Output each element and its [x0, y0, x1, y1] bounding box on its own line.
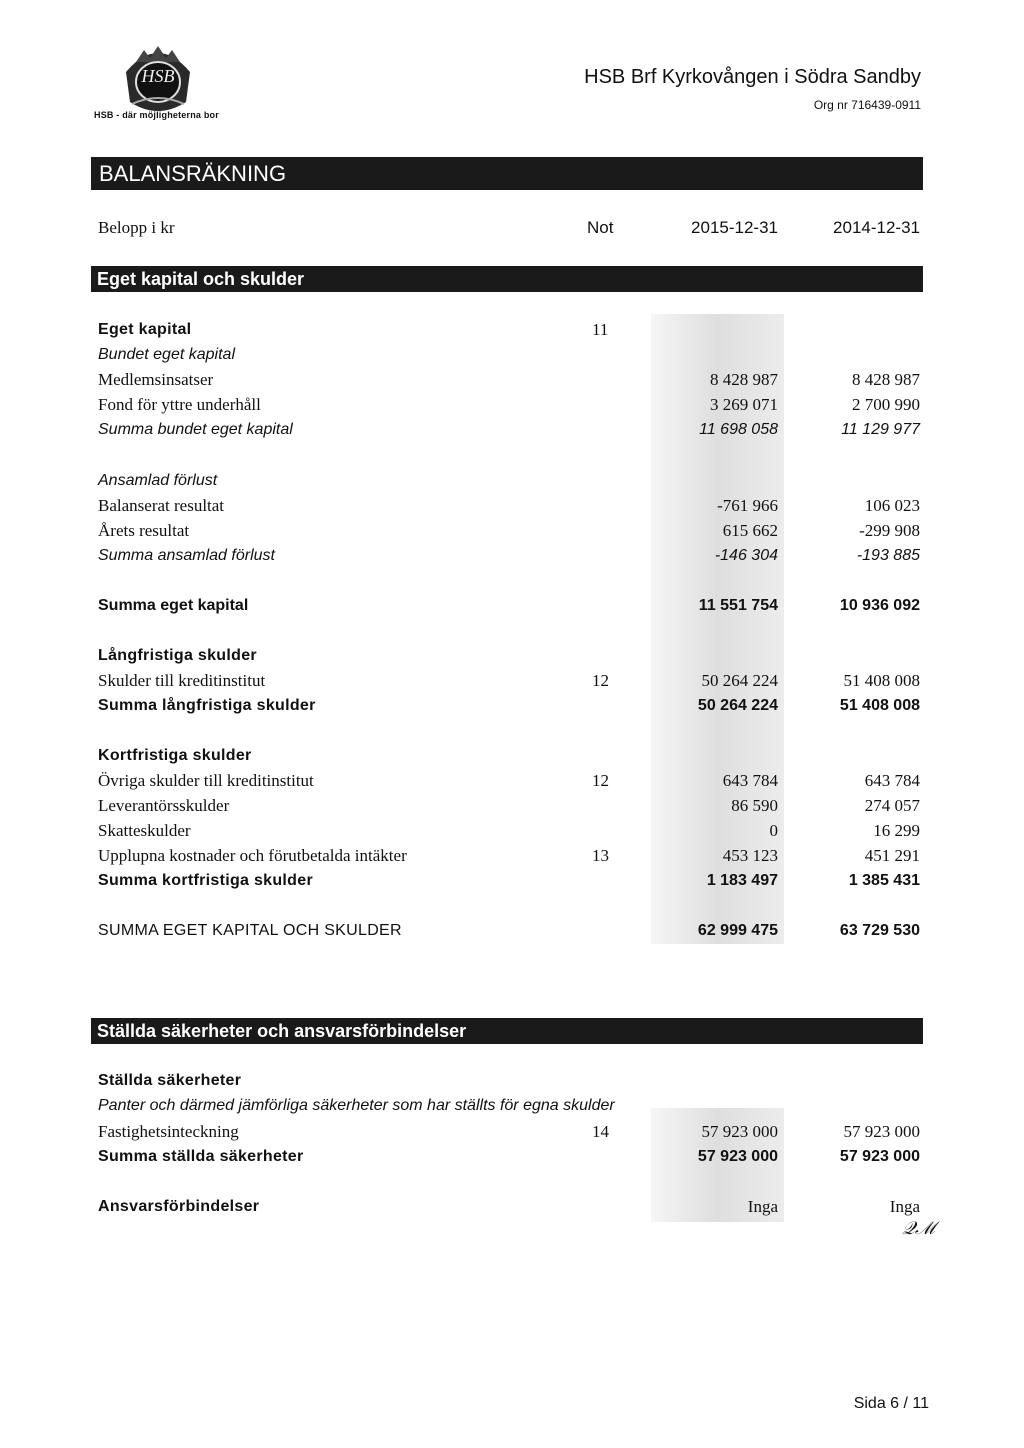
table-row [0, 418, 1024, 442]
table-row [0, 544, 1024, 568]
table-row [0, 469, 1024, 493]
row-value-previous: 106 023 [864, 496, 920, 515]
row-value-previous: 11 129 977 [841, 421, 920, 438]
row-label: Ansamlad förlust [98, 472, 218, 489]
row-label: Skatteskulder [98, 821, 191, 840]
row-label: Ansvarsförbindelser [98, 1198, 260, 1215]
table-row [0, 819, 1024, 843]
row-label: Leverantörsskulder [98, 796, 230, 815]
table-row [0, 694, 1024, 718]
table-row [0, 794, 1024, 818]
page-title: BALANSRÄKNING [91, 157, 923, 190]
row-value-current: 453 123 [722, 846, 778, 865]
table-row [0, 343, 1024, 367]
initials-signature: 𝒬ℳ [902, 1218, 936, 1238]
table-row [0, 1094, 1024, 1118]
row-label: Kortfristiga skulder [98, 747, 252, 764]
row-value-previous: 57 923 000 [843, 1122, 920, 1141]
table-row [0, 393, 1024, 417]
section-securities-title: Ställda säkerheter och ansvarsförbindelser [91, 1018, 923, 1044]
row-label: Summa ansamlad förlust [98, 547, 275, 564]
row-value-previous: -193 885 [856, 547, 920, 564]
row-value-previous: Inga [889, 1197, 920, 1216]
row-value-current: 57 923 000 [701, 1122, 778, 1141]
row-value-previous: 51 408 008 [839, 697, 920, 714]
organization-number: Org nr 716439-0911 [813, 98, 921, 112]
table-row [0, 368, 1024, 392]
table-row [0, 669, 1024, 693]
table-row [0, 318, 1024, 342]
table-row [0, 769, 1024, 793]
section-equity-liabilities-title: Eget kapital och skulder [91, 266, 923, 292]
table-row [0, 594, 1024, 618]
row-label: SUMMA EGET KAPITAL OCH SKULDER [98, 922, 402, 939]
row-value-current: Inga [747, 1197, 778, 1216]
row-label: Summa långfristiga skulder [98, 697, 316, 714]
row-label: Summa bundet eget kapital [98, 421, 293, 438]
row-label: Upplupna kostnader och förutbetalda intäkter [98, 846, 407, 865]
row-label: Medlemsinsatser [98, 370, 214, 389]
row-value-previous: 274 057 [864, 796, 920, 815]
row-label: Eget kapital [98, 321, 192, 338]
row-note: 11 [592, 320, 609, 339]
row-value-previous: 16 299 [873, 821, 920, 840]
row-value-previous: 2 700 990 [852, 395, 920, 414]
table-row [0, 1120, 1024, 1144]
row-value-previous: -299 908 [859, 521, 920, 540]
row-value-current: 50 264 224 [697, 697, 778, 714]
row-note: 12 [592, 771, 609, 790]
row-value-current: 62 999 475 [697, 922, 778, 939]
row-value-current: 1 183 497 [706, 872, 778, 889]
current-year-header: 2015-12-31 [691, 218, 778, 237]
row-value-previous: 643 784 [864, 771, 920, 790]
row-value-current: -146 304 [714, 547, 778, 564]
row-value-current: 615 662 [722, 521, 778, 540]
row-label: Långfristiga skulder [98, 647, 257, 664]
row-value-current: 57 923 000 [697, 1148, 778, 1165]
table-row-grand-total [0, 919, 1024, 943]
previous-year-header: 2014-12-31 [833, 218, 920, 237]
table-row [0, 1195, 1024, 1219]
row-value-previous: 51 408 008 [843, 671, 920, 690]
table-row [0, 644, 1024, 668]
row-label: Skulder till kreditinstitut [98, 671, 266, 690]
row-value-previous: 8 428 987 [852, 370, 920, 389]
row-value-previous: 63 729 530 [839, 922, 920, 939]
row-note: 13 [592, 846, 609, 865]
row-value-current: 8 428 987 [710, 370, 778, 389]
row-value-current: -761 966 [717, 496, 778, 515]
row-value-previous: 451 291 [864, 846, 920, 865]
amount-unit-label: Belopp i kr [98, 218, 175, 237]
row-value-current: 11 698 058 [699, 421, 778, 438]
row-value-previous: 57 923 000 [839, 1148, 920, 1165]
row-label: Summa kortfristiga skulder [98, 872, 313, 889]
logo-tagline: HSB - där möjligheterna bor [94, 110, 219, 120]
table-row [0, 519, 1024, 543]
row-value-previous: 10 936 092 [839, 597, 920, 614]
row-label: Summa eget kapital [98, 597, 249, 614]
row-value-current: 11 551 754 [698, 597, 778, 614]
row-value-previous: 1 385 431 [848, 872, 920, 889]
row-value-current: 50 264 224 [701, 671, 778, 690]
row-label: Fastighetsinteckning [98, 1122, 239, 1141]
row-note: 14 [592, 1122, 609, 1141]
organization-name: HSB Brf Kyrkovången i Södra Sandby [584, 66, 921, 88]
table-row [0, 844, 1024, 868]
table-row [0, 1069, 1024, 1093]
table-row [0, 1145, 1024, 1169]
table-row [0, 744, 1024, 768]
row-note: 12 [592, 671, 609, 690]
row-label: Övriga skulder till kreditinstitut [98, 771, 314, 790]
row-label: Årets resultat [98, 521, 190, 540]
row-label: Panter och därmed jämförliga säkerheter som har ställts för egna skulder [98, 1097, 615, 1114]
row-label: Ställda säkerheter [98, 1072, 242, 1089]
row-label: Balanserat resultat [98, 496, 225, 515]
row-value-current: 0 [769, 821, 778, 840]
table-row [0, 494, 1024, 518]
row-label: Fond för yttre underhåll [98, 395, 261, 414]
page-number: Sida 6 / 11 [853, 1395, 929, 1412]
row-value-current: 86 590 [731, 796, 778, 815]
row-label: Summa ställda säkerheter [98, 1148, 304, 1165]
table-row [0, 869, 1024, 893]
row-value-current: 3 269 071 [710, 395, 778, 414]
note-column-header: Not [587, 218, 614, 237]
row-value-current: 643 784 [722, 771, 778, 790]
logo-monogram: HSB [141, 66, 175, 86]
row-label: Bundet eget kapital [98, 346, 235, 363]
